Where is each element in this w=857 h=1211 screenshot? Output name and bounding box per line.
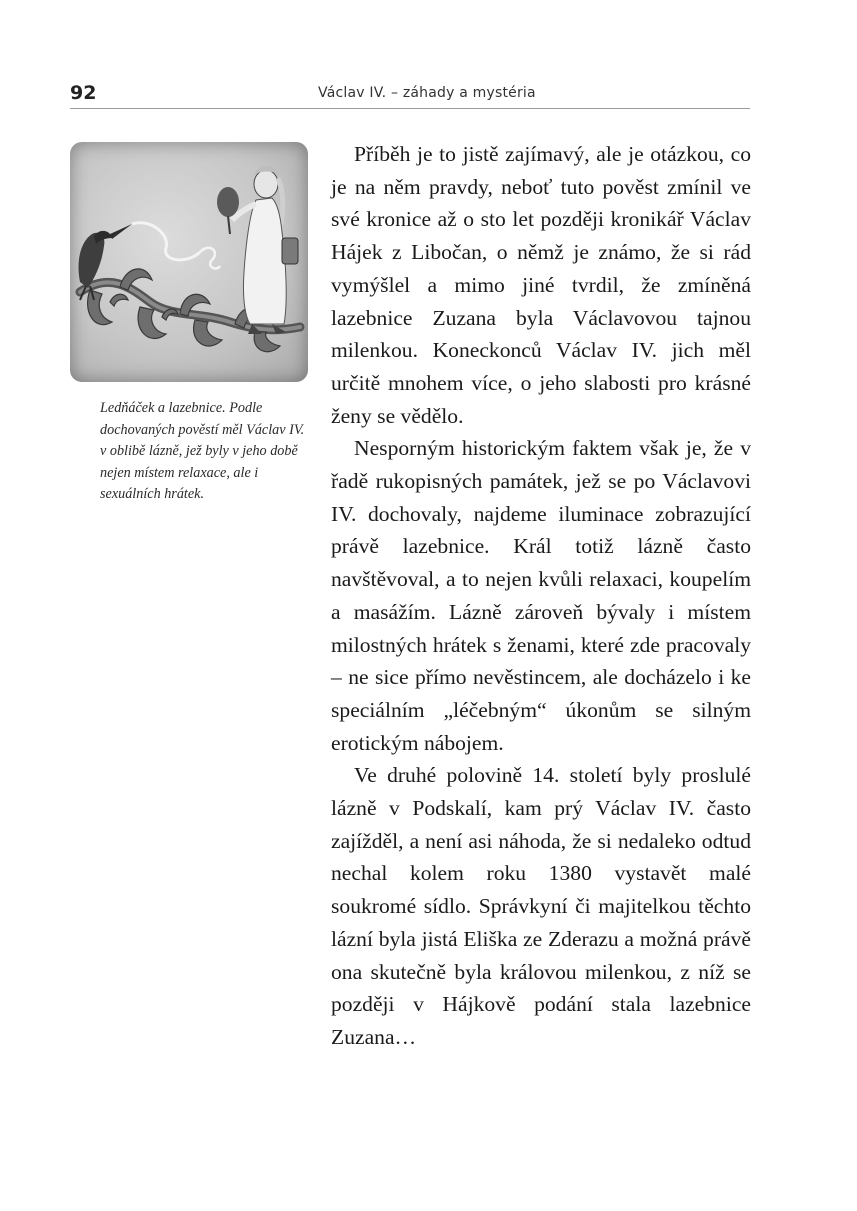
body-paragraph-3: Ve druhé polovině 14. století byly proslulé lázně v Podskalí, kam prý Václav IV. často zajížděl, a není asi náhoda, že si nedaleko odtud nechal kolem roku 1380 vystavět malé soukromé sídlo. Správkyní či majitelkou těchto lázní byla jistá Eliška ze Zderazu a možná právě ona skutečně byla královou milenkou, z níž se později v Hájkově podání stala lazebnice Zuzana… <box>331 763 751 1049</box>
bathmaid-illustration <box>70 142 308 382</box>
body-paragraph-2: Nesporným historickým faktem však je, že v řadě rukopisných památek, jež se po Václavovi IV. dochovaly, najdeme iluminace zobrazující právě lazebnice. Král totiž lázně často navštěvoval, a to nejen kvůli relaxaci, koupelím a masážím. Lázně zároveň bývaly i místem milostných hrátek s ženami, které zde pracovaly – ne sice přímo nevěstincem, ale docházelo i ke speciálním „léčebným“ úkonům se silným erotickým nábojem. <box>331 436 751 755</box>
caption-text: Ledňáček a lazebnice. Podle dochovaných pověstí měl Václav IV. v oblibě lázně, jež byly v jeho době nejen místem relaxace, ale i sexuálních hrátek. <box>100 400 305 503</box>
main-text <box>331 138 751 1054</box>
running-title: Václav IV. – záhady a mystéria <box>318 85 536 101</box>
page-number: 92 <box>70 82 97 104</box>
figure-caption <box>100 398 305 506</box>
running-header <box>70 76 750 109</box>
bathmaid-figure <box>217 166 298 334</box>
illumination-image <box>70 142 308 382</box>
body-paragraph-1: Příběh je to jistě zajímavý, ale je otázkou, co je na něm pravdy, neboť tuto pověst zmínil ve své kronice až o sto let později kronikář Václav Hájek z Libočan, o němž je známo, že si rád vymýšlel a mimo jiné tvrdil, že zmíněná lazebnice Zuzana byla Václavovou tajnou milenkou. Koneckonců Václav IV. jich měl určitě mnohem více, o jeho slabosti pro krásné ženy se vědělo. <box>331 142 751 428</box>
